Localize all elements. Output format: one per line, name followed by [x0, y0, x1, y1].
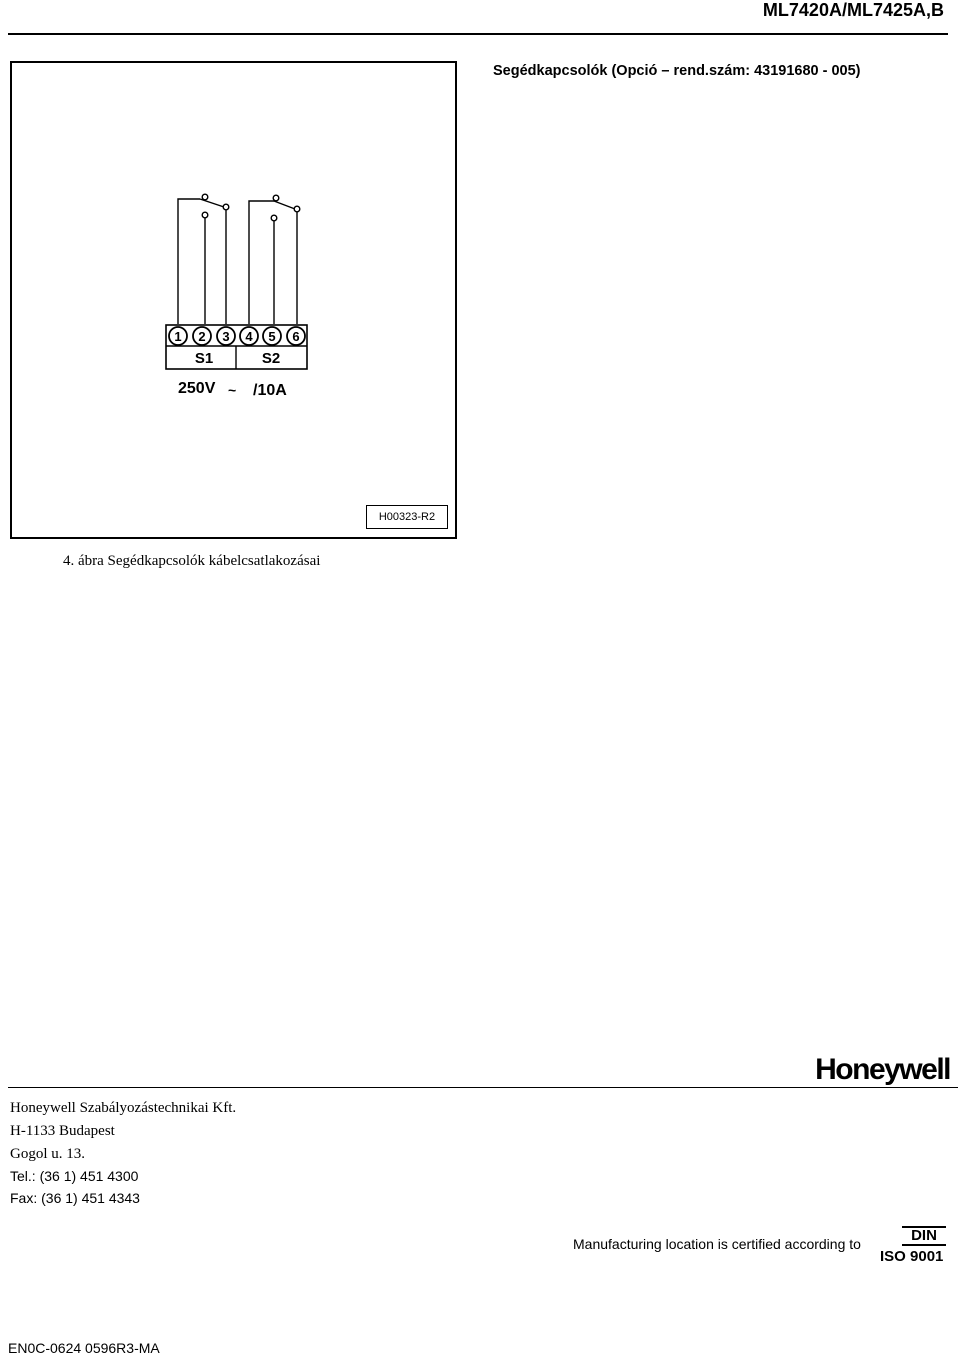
honeywell-logo	[792, 1050, 952, 1086]
company-street: Gogol u. 13.	[10, 1146, 85, 1162]
terminal-1-label: 1	[174, 329, 182, 344]
s1-common-wire	[178, 199, 200, 324]
rating-tilde: ~	[228, 382, 237, 398]
terminal-5-label: 5	[268, 329, 276, 344]
s2-contact-a	[271, 215, 277, 221]
company-fax: Fax: (36 1) 451 4343	[10, 1190, 140, 1206]
s2-lever	[274, 201, 295, 209]
rating-current: /10A	[253, 382, 287, 399]
terminal-4-label: 4	[245, 329, 253, 344]
figure-caption: 4. ábra Segédkapcsolók kábelcsatlakozásai	[63, 553, 321, 569]
section-title: Segédkapcsolók (Opció – rend.szám: 43191680 - 005)	[493, 63, 861, 79]
terminal-2-label: 2	[198, 329, 206, 344]
document-number: EN0C-0624 0596R3-MA	[8, 1340, 160, 1356]
switch-s1-wiring	[178, 194, 229, 324]
rating-voltage: 250V	[178, 380, 216, 397]
figure-id-box: H00323-R2	[366, 505, 448, 529]
terminal-3-label: 3	[222, 329, 230, 344]
top-divider	[8, 33, 948, 35]
footer-divider	[8, 1087, 958, 1088]
s1-contact-b	[223, 204, 229, 210]
din-iso-mark	[880, 1226, 946, 1265]
switch-s2-wiring	[249, 195, 300, 324]
s1-pivot	[202, 194, 208, 200]
document-code: ML7420A/ML7425A,B	[762, 0, 944, 20]
terminal-6-label: 6	[292, 329, 300, 344]
company-name: Honeywell Szabályozástechnikai Kft.	[10, 1100, 237, 1116]
din-label: DIN	[902, 1226, 946, 1246]
company-city: H-1133 Budapest	[10, 1123, 115, 1139]
certification-text: Manufacturing location is certified according to	[573, 1236, 861, 1252]
s2-pivot	[273, 195, 279, 201]
electrical-rating	[178, 380, 287, 399]
terminal-block	[166, 325, 307, 369]
switch-s2-label: S2	[261, 350, 281, 367]
s2-common-wire	[249, 201, 274, 324]
honeywell-logo-text: Honeywell	[815, 1053, 950, 1086]
s2-contact-b	[294, 206, 300, 212]
s1-contact-a	[202, 212, 208, 218]
wiring-diagram	[140, 185, 320, 405]
iso-label: ISO 9001	[880, 1248, 944, 1265]
company-phone: Tel.: (36 1) 451 4300	[10, 1168, 139, 1184]
switch-s1-label: S1	[194, 350, 214, 367]
